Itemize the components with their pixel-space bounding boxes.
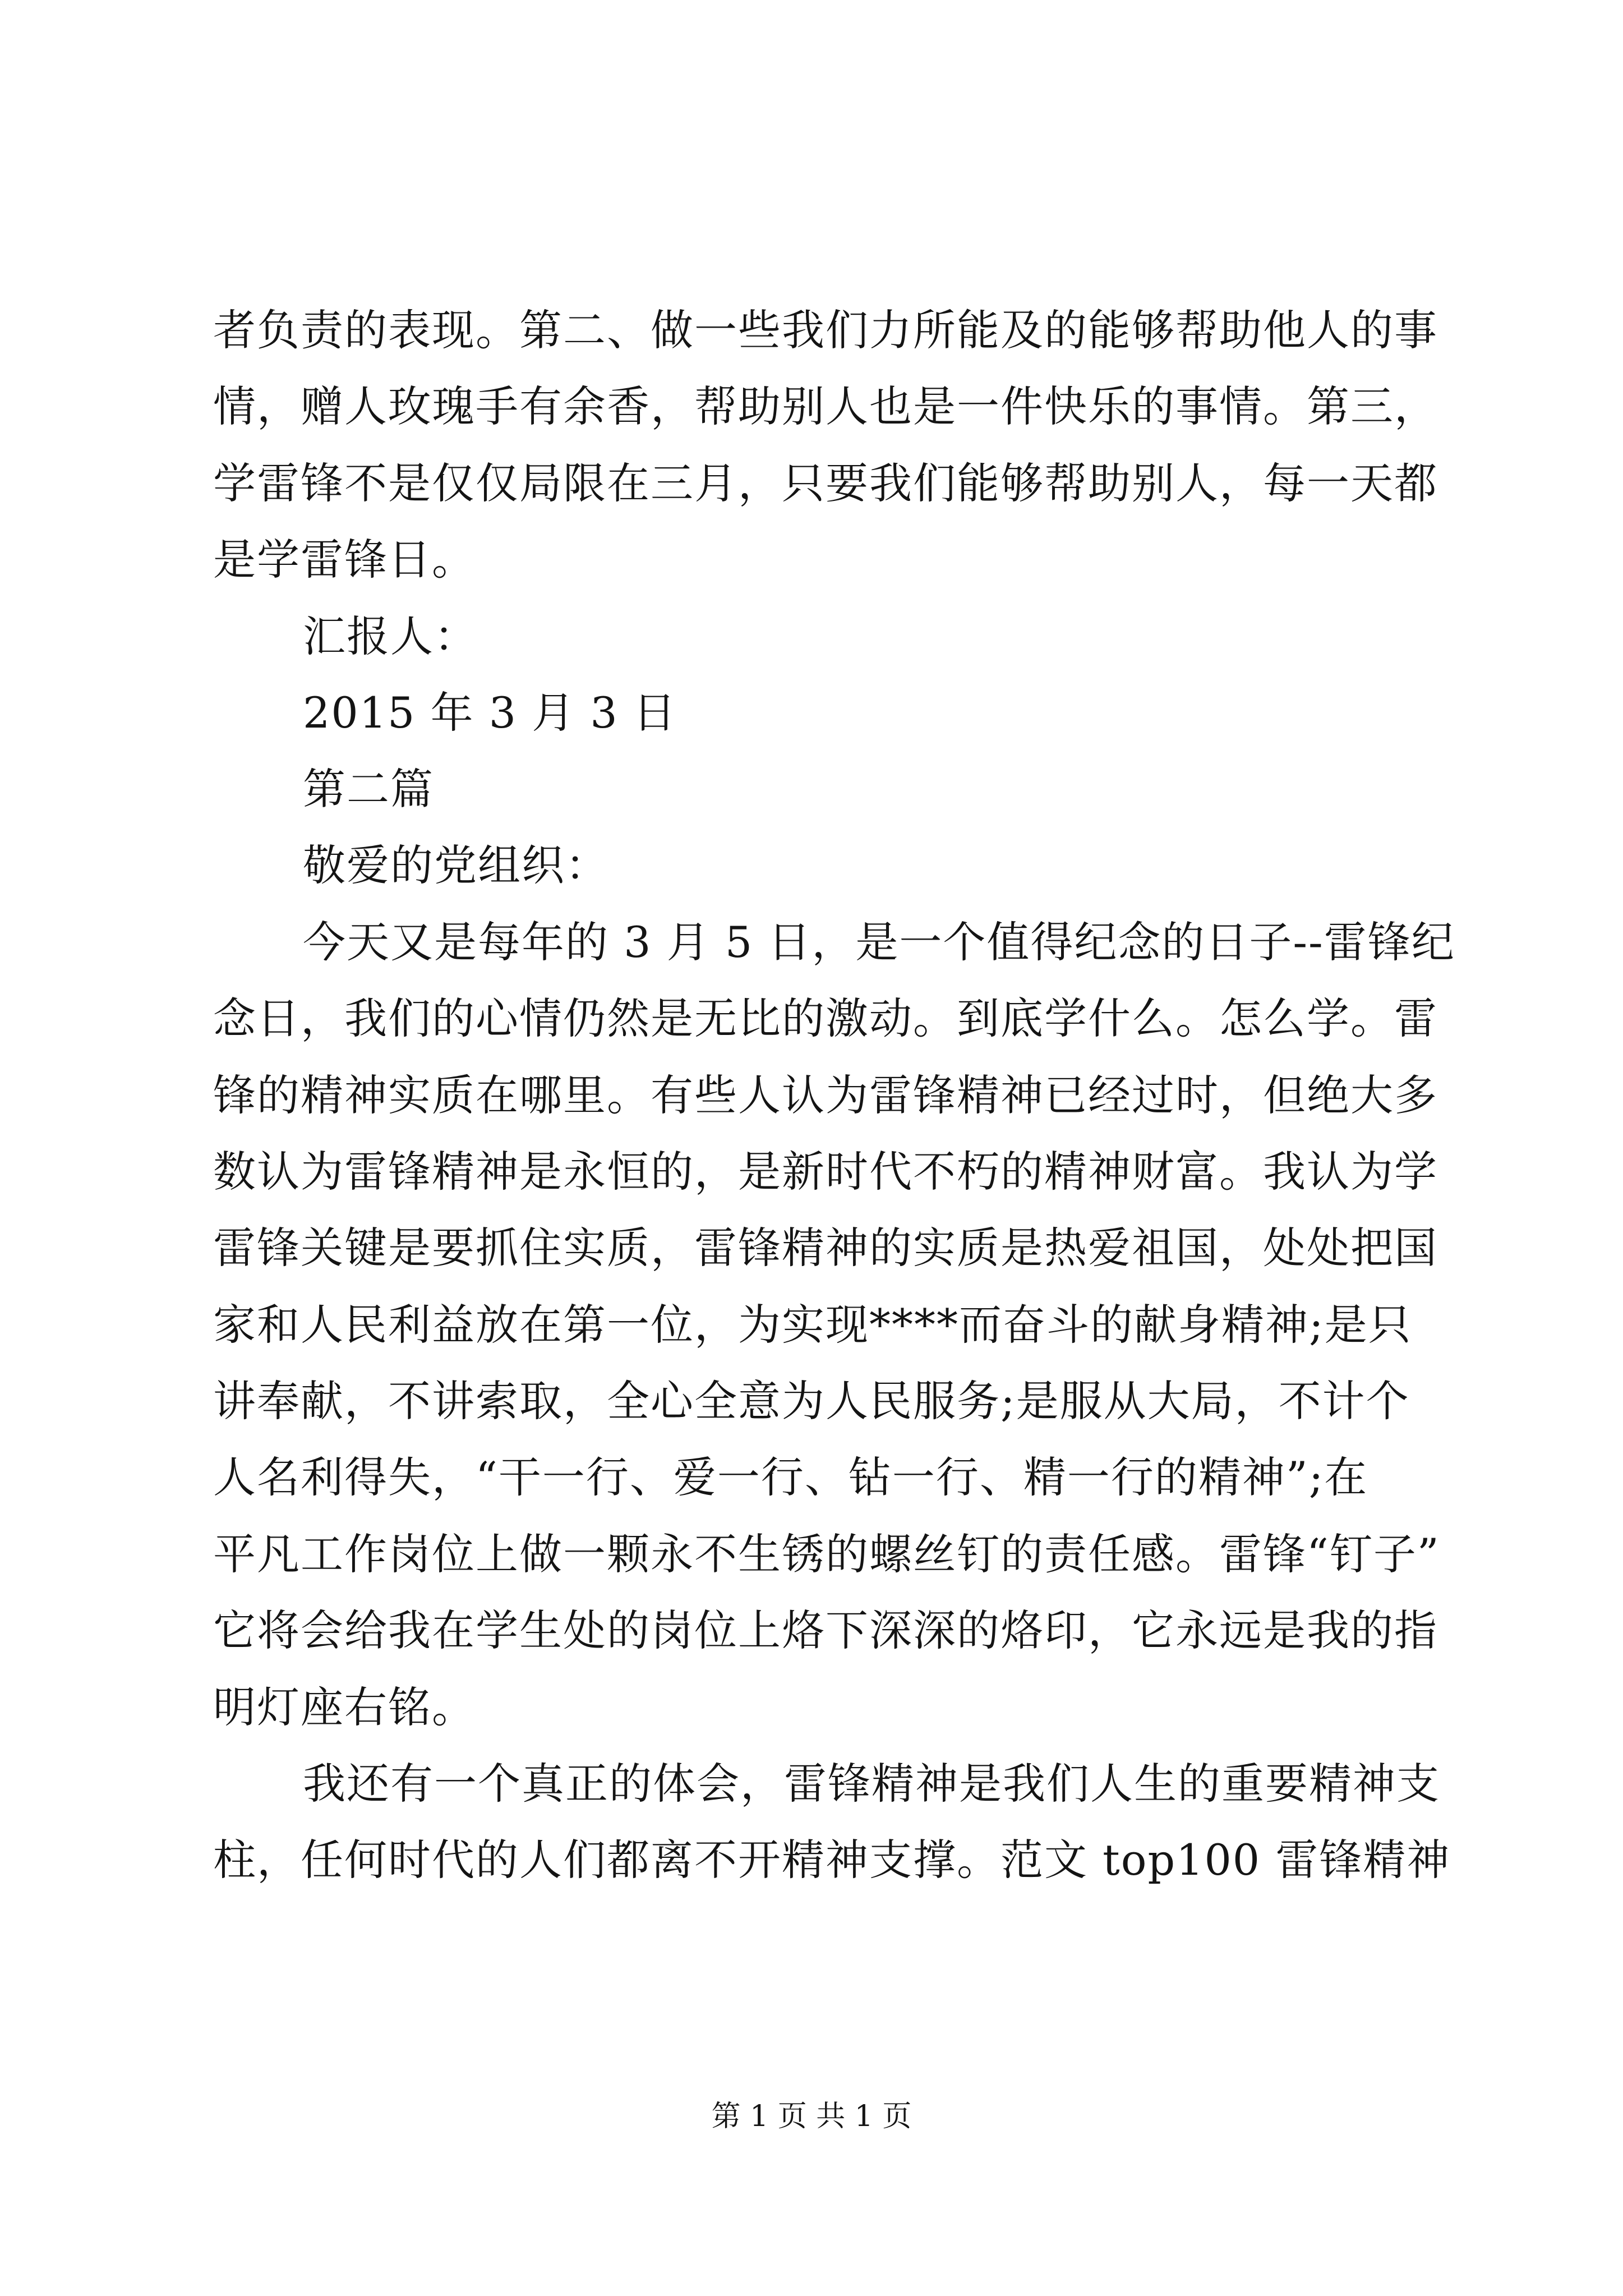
paragraph2-line-6: 家和人民利益放在第一位，为实现****而奋斗的献身精神;是只 [213,1300,1412,1350]
paragraph1-line-2: 情，赠人玫瑰手有余香，帮助别人也是一件快乐的事情。第三， [213,381,1438,431]
paragraph1-line-3: 学雷锋不是仅仅局限在三月，只要我们能够帮助别人，每一天都 [213,458,1438,508]
paragraph2-line-4: 数认为雷锋精神是永恒的，是新时代不朽的精神财富。我认为学 [213,1147,1438,1197]
paragraph2-line-11: 明灯座右铭。 [213,1682,476,1732]
report-date: 2015 年 3 月 3 日 [303,688,677,738]
paragraph1-line-1: 者负责的表现。第二、做一些我们力所能及的能够帮助他人的事 [213,305,1438,355]
paragraph2-line-1: 今天又是每年的 3 月 5 日，是一个值得纪念的日子--雷锋纪 [303,917,1455,967]
paragraph2-line-2: 念日，我们的心情仍然是无比的激动。到底学什么。怎么学。雷 [213,993,1438,1043]
paragraph3-line-2: 柱，任何时代的人们都离不开精神支撑。范文 top100 雷锋精神 [213,1835,1451,1885]
page-footer: 第 1 页 共 1 页 [711,2100,912,2133]
paragraph2-line-9: 平凡工作岗位上做一颗永不生锈的螺丝钉的责任感。雷锋“钉子” [213,1529,1440,1579]
salutation: 敬爱的党组织： [303,840,609,890]
paragraph2-line-10: 它将会给我在学生处的岗位上烙下深深的烙印，它永远是我的指 [213,1605,1438,1655]
reporter-label: 汇报人： [303,611,478,661]
paragraph3-line-1: 我还有一个真正的体会，雷锋精神是我们人生的重要精神支 [303,1759,1440,1809]
section-title: 第二篇 [303,764,434,814]
paragraph2-line-5: 雷锋关键是要抓住实质，雷锋精神的实质是热爱祖国，处处把国 [213,1223,1438,1273]
paragraph2-line-7: 讲奉献，不讲索取，全心全意为人民服务;是服从大局，不计个 [213,1376,1410,1426]
paragraph1-line-4: 是学雷锋日。 [213,535,476,585]
paragraph2-line-3: 锋的精神实质在哪里。有些人认为雷锋精神已经过时，但绝大多 [213,1070,1438,1120]
paragraph2-line-8: 人名利得失，“干一行、爱一行、钻一行、精一行的精神”;在 [213,1452,1368,1502]
